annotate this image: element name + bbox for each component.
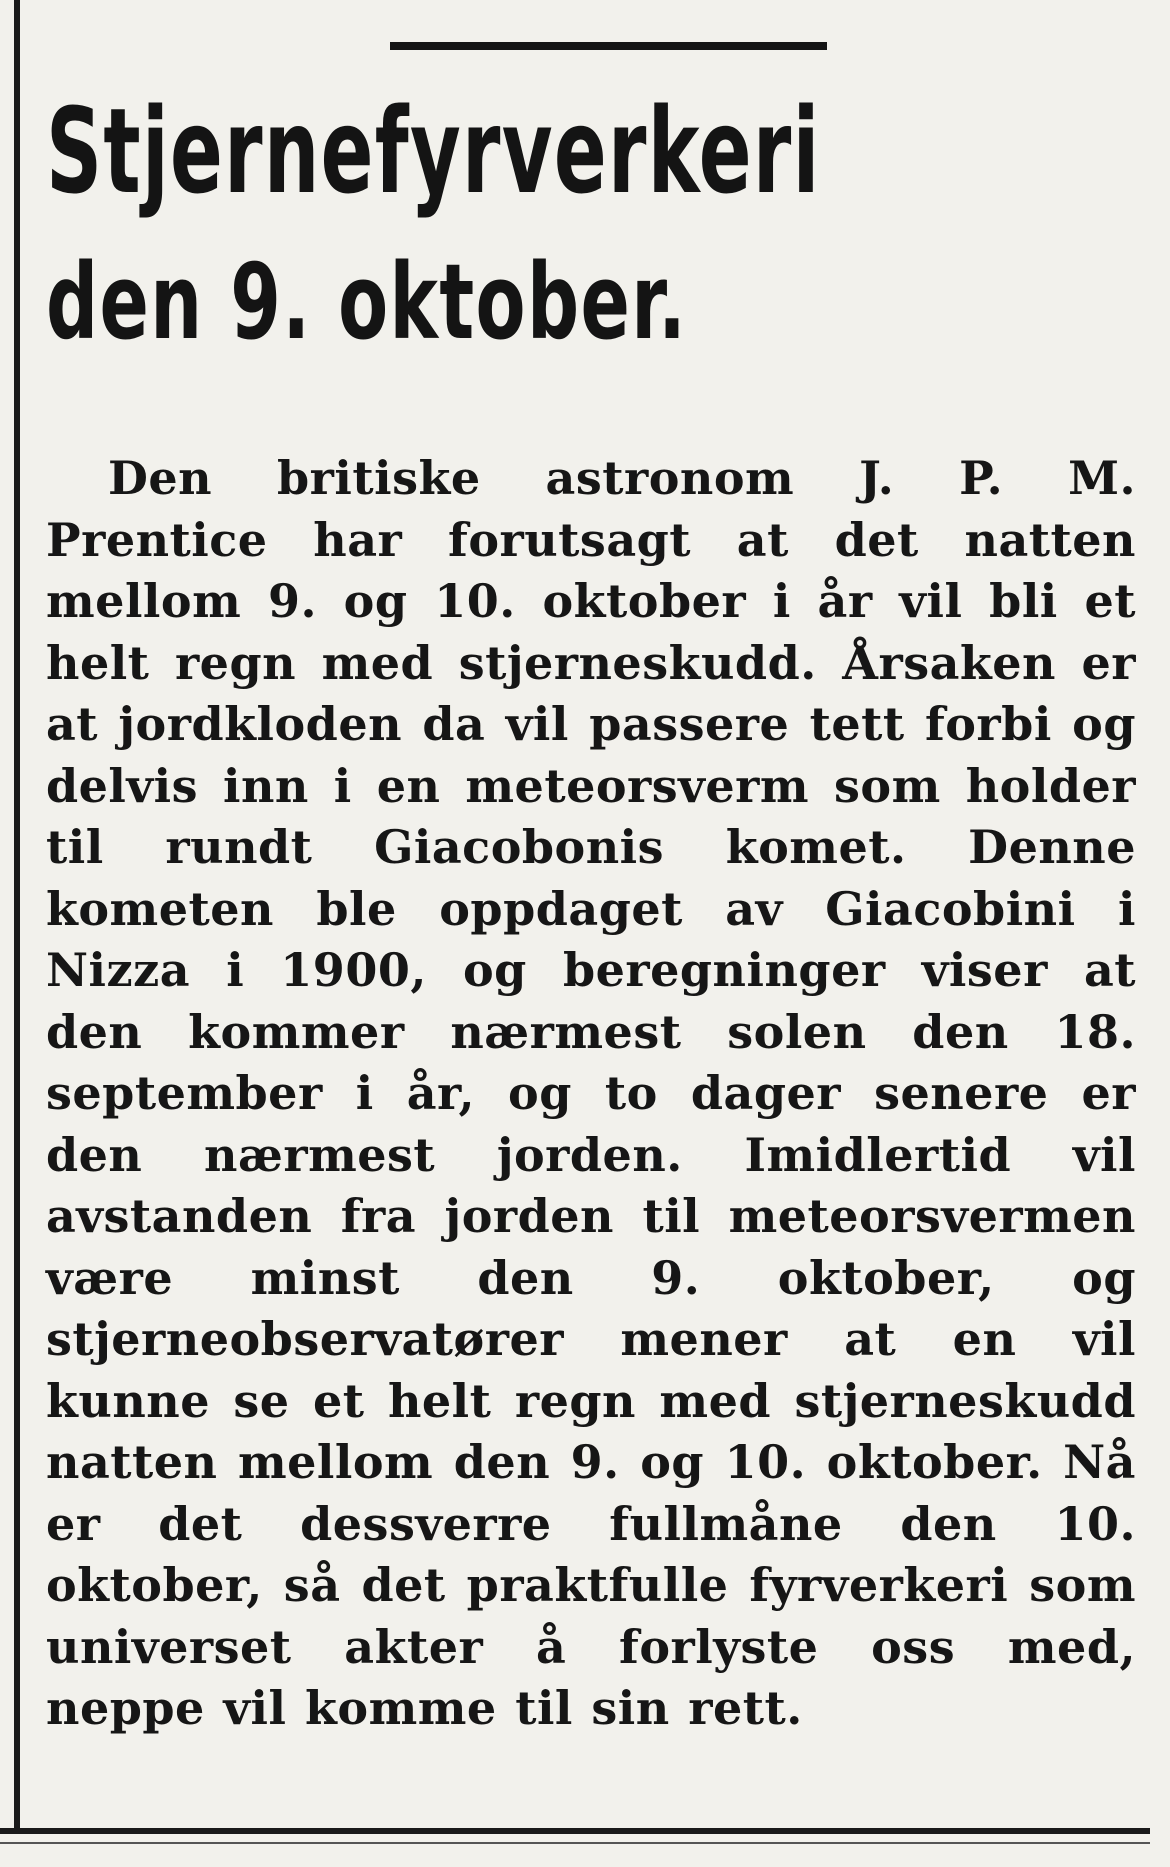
headline-top-rule (390, 42, 827, 50)
column-rule-bottom (0, 1828, 1150, 1834)
column-rule-left (14, 0, 20, 1830)
article-body: Den britiske astronom J. P. M. Prentice har forutsagt at det natten mellom 9. og 10. oktober i år vil bli et helt regn med stjerneskudd. Årsaken er at jordkloden da vil passere tett forbi og delvis inn i en meteorsverm som holder til rundt Giacobonis komet. Denne kometen ble oppdaget av Giacobini i Nizza i 1900, og beregninger viser at den kommer nærmest solen den 18. september i år, og to dager senere er den nærmest jorden. Imidlertid vil avstanden fra jorden til meteorsvermen være minst den 9. oktober, og stjerneobservatører mener at en vil kunne se et helt regn med stjerneskudd natten mellom den 9. og 10. oktober. Nå er det dessverre fullmåne den 10. oktober, så det praktfulle fyrverkeri som universet akter å forlyste oss med, neppe vil komme til sin rett. (46, 451, 1136, 1735)
column-rule-bottom-thin (0, 1842, 1150, 1844)
headline-line-1: Stjernefyrverkeri (46, 82, 821, 220)
headline-line-2: den 9. oktober. (46, 241, 688, 363)
